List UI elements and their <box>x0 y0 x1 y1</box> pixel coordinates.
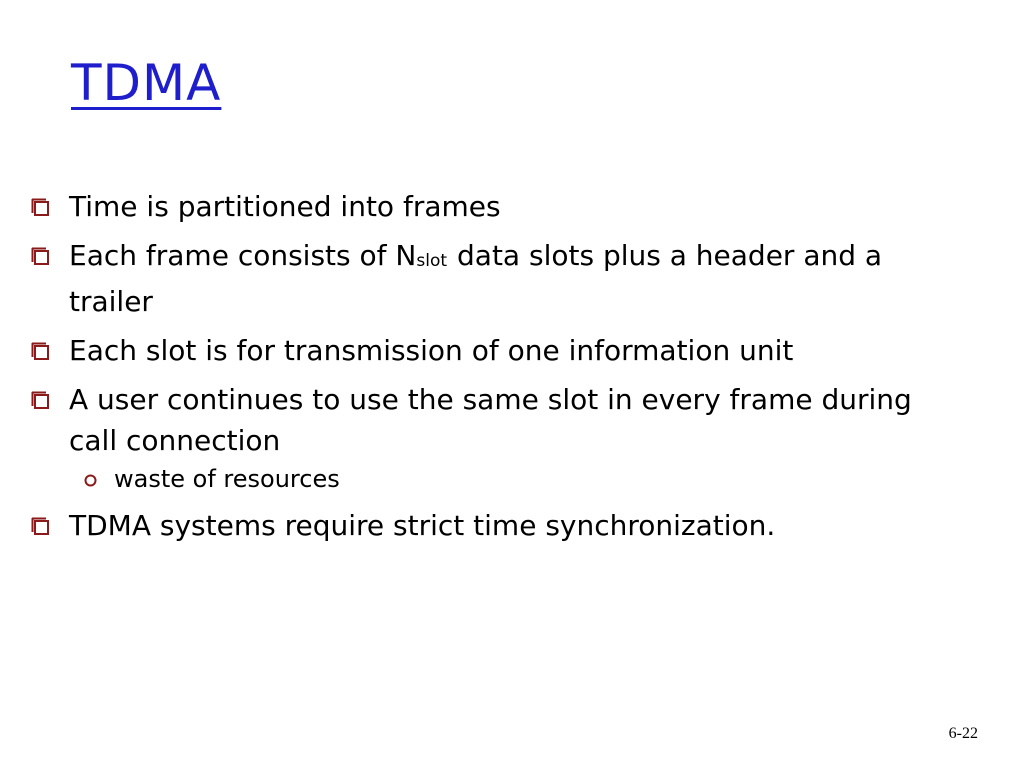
subscript-slot: slot <box>416 251 448 271</box>
bullet-list <box>0 186 1024 554</box>
hollow-circle-bullet-icon <box>84 474 97 487</box>
bullet-item <box>0 379 919 461</box>
sub-bullet-text: waste of resources <box>114 465 340 493</box>
bullet-item <box>0 330 919 371</box>
hollow-square-bullet-icon <box>31 247 50 266</box>
bullet-text: TDMA systems require strict time synchronization. <box>69 509 776 542</box>
bullet-text: Time is partitioned into frames <box>69 190 501 223</box>
hollow-square-bullet-icon <box>31 391 50 410</box>
bullet-item <box>0 505 919 546</box>
bullet-text: Each frame consists of N <box>69 239 417 272</box>
sub-bullet-item <box>0 463 1024 495</box>
page-number: 6-22 <box>948 725 978 742</box>
hollow-square-bullet-icon <box>31 517 50 536</box>
slide-title: TDMA <box>71 54 222 112</box>
bullet-item <box>0 235 919 322</box>
bullet-text: A user continues to use the same slot in every frame during call connection <box>69 383 912 457</box>
hollow-square-bullet-icon <box>31 198 50 217</box>
hollow-square-bullet-icon <box>31 342 50 361</box>
bullet-text: Each slot is for transmission of one information unit <box>69 334 794 367</box>
bullet-text-continued: data slots plus a header and a trailer <box>69 239 883 318</box>
bullet-item <box>0 186 919 227</box>
